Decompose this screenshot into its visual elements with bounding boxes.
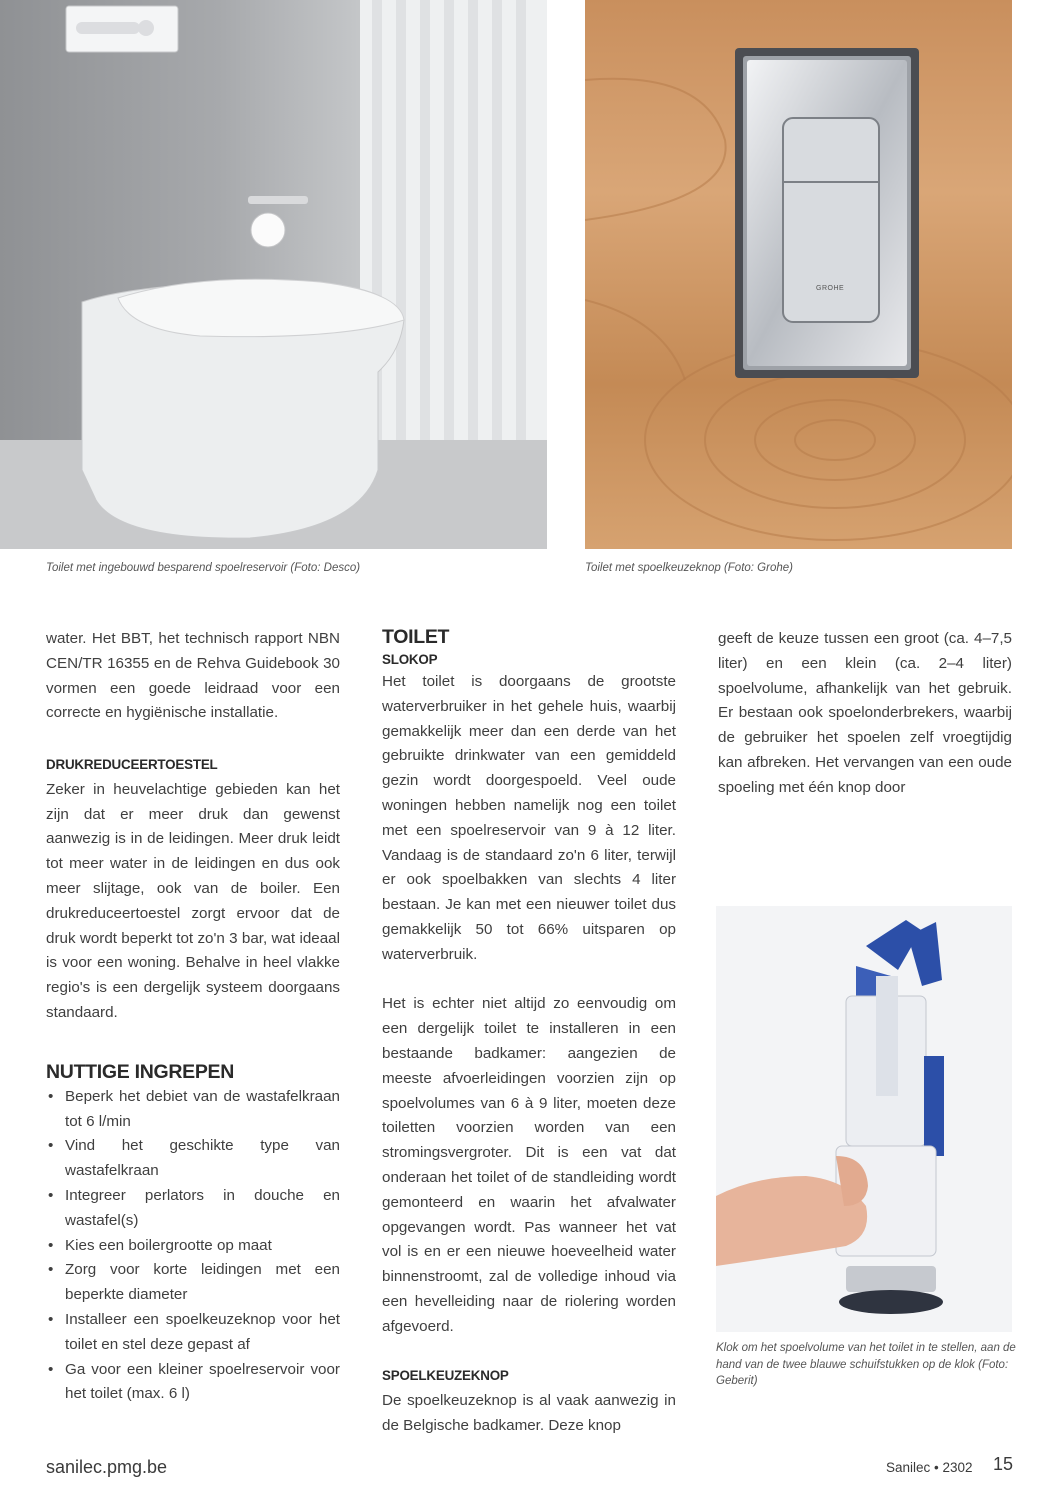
- toilet-illustration: [0, 0, 547, 549]
- list-item: • Ga voor een kleiner spoelreservoir voor het toilet (max. 6 l): [46, 1358, 340, 1408]
- list-item: • Zorg voor korte leidingen met een beperkte diameter: [46, 1258, 340, 1308]
- col1-intro: water. Het BBT, het technisch rapport NBN CEN/TR 16355 en de Rehva Guidebook 30 vormen een goede leidraad voor een correcte en hygiënische installatie.: [46, 630, 340, 722]
- list-item: • Vind het geschikte type van wastafelkraan: [46, 1134, 340, 1184]
- list-item: • Beperk het debiet van de wastafelkraan tot 6 l/min: [46, 1085, 340, 1135]
- page-number: 15: [993, 1454, 1014, 1474]
- flush-valve-illustration: [716, 906, 1012, 1332]
- col2-para1: Het toilet is doorgaans de grootste waterverbruiker in het gehele huis, waarbij gemakkelijk meer dan een derde van het gebruikte drinkwater van een gemiddeld gezin wordt doorgespoeld. Veel oude woningen hebben namelijk nog een toilet met een spoelreservoir van 9 à 12 liter. Vandaag is de standaard zo'n 6 liter, terwijl er ook spoelbakken van slechts 4 liter bestaan. Je kan met een nieuwer toilet dus gemakkelijk 50 tot 66% uitsparen op waterverbruik.: [382, 673, 676, 963]
- heading-spoelkeuzeknop: SPOELKEUZEKNOP: [382, 1368, 509, 1384]
- list-item: • Kies een boilergrootte op maat: [46, 1234, 340, 1259]
- footer-website: sanilec.pmg.be: [46, 1457, 168, 1477]
- column-3: [718, 627, 1012, 801]
- tips-list: [46, 1085, 340, 1407]
- list-item: • Installeer een spoelkeuzeknop voor het toilet en stel deze gepast af: [46, 1308, 340, 1358]
- heading-drukreduceertoestel: DRUKREDUCEERTOESTEL: [46, 756, 218, 772]
- column-1: [46, 627, 340, 1407]
- photo-flush-plate: [585, 0, 1012, 549]
- flush-plate-illustration: [585, 0, 1012, 549]
- heading-slokop: SLOKOP: [382, 652, 438, 667]
- heading-nuttige-ingrepen: NUTTIGE INGREPEN: [46, 1060, 235, 1083]
- caption-flush-valve: Klok om het spoelvolume van het toilet in te stellen, aan de hand van de twee blauwe schuifstukken op de klok (Foto: Geberit): [716, 1342, 1016, 1387]
- col2-para2: Het is echter niet altijd zo eenvoudig om een dergelijk toilet te installeren in een bestaande badkamer: aangezien de meeste afvoerleidingen voorzien zijn op spoelvolumes van 6 à 9 liter, moeten deze toiletten voorzien worden van een stromingsvergroter. Dit is een vat dat onderaan het toilet of de standleiding wordt gemonteerd en waarin het afvalwater opgevangen wordt. Pas wanneer het vat vol is en er een nieuwe hoeveelheid water binnenstroomt, zal de volledige inhoud via een hevelleiding naar de riolering worden afgevoerd.: [382, 995, 676, 1335]
- col3-para: geeft de keuze tussen een groot (ca. 4–7,5 liter) en een klein (ca. 2–4 liter) spoelvolume, afhankelijk van het gebruik. Er bestaan ook spoelonderbrekers, waarbij de gebruiker het spoelen zelf vroegtijdig kan afbreken. Het vervangen van een oude spoeling met één knop door: [718, 630, 1012, 796]
- column-2: [382, 624, 676, 1439]
- photo-flush-valve: [716, 906, 1012, 1332]
- heading-toilet: TOILET: [382, 626, 450, 648]
- photo-wall-hung-toilet: [0, 0, 547, 549]
- caption-toilet: Toilet met ingebouwd besparend spoelreservoir (Foto: Desco): [46, 562, 361, 574]
- caption-flush-plate: Toilet met spoelkeuzeknop (Foto: Grohe): [585, 562, 793, 574]
- col2-para3: De spoelkeuzeknop is al vaak aanwezig in de Belgische badkamer. Deze knop: [382, 1392, 676, 1434]
- col1-pressure-text: Zeker in heuvelachtige gebieden kan het zijn dat er meer druk dan gewenst aanwezig is in de leidingen. Meer druk leidt tot meer water in de leidingen en dus ook meer slijtage, ook van de boiler. Een drukreduceertoestel zorgt ervoor dat de druk wordt beperkt tot zo'n 3 bar, wat ideaal is voor een woning. Behalve in heel vlakke regio's is een dergelijk systeem doorgaans standaard.: [46, 780, 340, 1021]
- list-item: • Integreer perlators in douche en wastafel(s): [46, 1184, 340, 1234]
- grohe-logo: GROHE: [816, 285, 845, 292]
- footer-magazine-issue: Sanilec • 2302: [886, 1460, 973, 1475]
